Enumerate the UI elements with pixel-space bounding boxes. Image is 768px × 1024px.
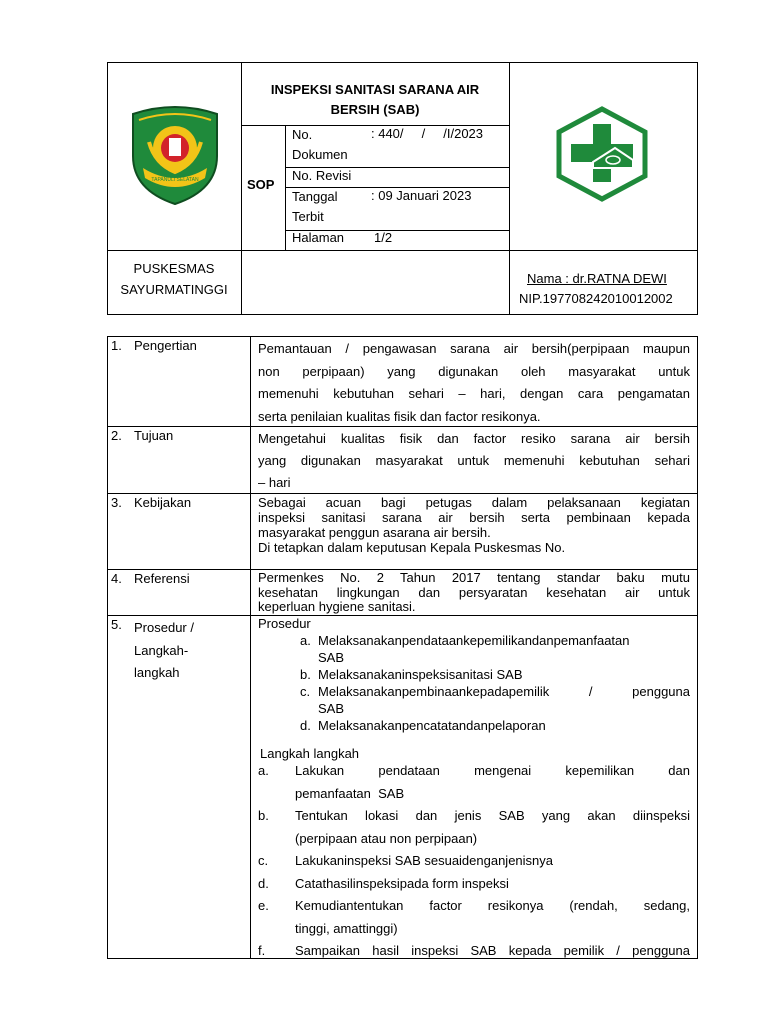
content-vline [250, 336, 251, 959]
crest-ribbon-text: TAPANULI SELATAN [151, 177, 199, 183]
tanggal-terbit-label: Tanggal Terbit [292, 189, 338, 224]
section-number: 3. [111, 495, 122, 510]
step-line: Lakukaninspeksi SAB sesuaidenganjenisnya [295, 853, 554, 868]
item-line: Melaksanakanpencatatandanpelaporan [318, 718, 546, 733]
section-title: Referensi [134, 571, 190, 586]
step-line: tinggi, amattinggi) [295, 920, 398, 936]
list-item [300, 632, 690, 666]
puskesmas-cross-icon [553, 106, 651, 202]
text-line: kesehatan lingkungan dan persyaratan kesehatan air untuk [258, 584, 690, 600]
regency-crest-logo [125, 102, 225, 206]
step-marker: a. [258, 763, 269, 778]
signer-nip: NIP.197708242010012002 [519, 291, 673, 306]
text-line: masyarakat penggun asarana air bersih. [258, 525, 491, 540]
step-line: Kemudiantentukan factor resikonya (rendah, sedang, [295, 898, 690, 913]
halaman-label: Halaman [292, 230, 345, 245]
text-line: yang digunakan masyarakat untuk memenuhi kebutuhan sehari [258, 453, 690, 468]
steps-heading: Langkah langkah [260, 746, 360, 761]
list-marker: c. [300, 684, 311, 699]
section-number: 2. [111, 428, 122, 443]
puskesmas-logo [553, 106, 651, 202]
step-item [258, 760, 690, 805]
text-line: non perpipaan) yang digunakan oleh masyarakat untuk [258, 363, 690, 379]
text-line: – hari [258, 475, 291, 490]
step-item [258, 895, 690, 940]
step-line: Tentukan lokasi dan jenis SAB yang akan diinspeksi [295, 808, 690, 823]
step-line: Lakukan pendataan mengenai kepemilikan dan [295, 763, 690, 778]
content-table [107, 336, 698, 959]
step-marker: c. [258, 853, 269, 868]
section-title [134, 617, 194, 685]
institution-name: PUSKESMAS SAYURMATINGGI [120, 261, 228, 297]
step-marker: f. [258, 943, 266, 958]
section-number: 1. [111, 338, 122, 353]
step-item [258, 805, 690, 850]
step-item [258, 850, 690, 873]
step-item [258, 873, 690, 896]
header-vline-2 [509, 62, 510, 315]
text-line: keperluan hygiene sanitasi. [258, 599, 416, 614]
step-line: Catathasilinspeksipada form inspeksi [295, 875, 509, 891]
text-line: Pemantauan / pengawasan sarana air bersih(perpipaan maupun [258, 341, 690, 356]
step-line: (perpipaan atau non perpipaan) [295, 830, 478, 846]
section-title: Kebijakan [134, 495, 192, 510]
content-hline-4 [107, 615, 698, 616]
regency-crest-icon [125, 102, 225, 206]
text-line: memenuhi kebutuhan sehari – hari, dengan cara pengamatan [258, 386, 690, 401]
list-marker: d. [300, 718, 311, 733]
section-number: 5. [111, 617, 122, 632]
item-line: SAB [318, 701, 345, 716]
step-marker: e. [258, 898, 269, 913]
item-line: Melaksanakaninspeksisanitasi SAB [318, 667, 523, 682]
list-item [300, 666, 690, 683]
row-no-dokumen-label [292, 125, 352, 165]
step-marker: b. [258, 808, 269, 823]
header-table [107, 62, 698, 315]
document-title: INSPEKSI SANITASI SARANA AIR BERSIH (SAB) [270, 82, 480, 117]
section-number: 4. [111, 571, 122, 586]
header-vline-1 [241, 62, 242, 315]
kebijakan-text [258, 495, 690, 555]
no-dokumen-value: : 440/ / /I/2023 [371, 126, 484, 141]
list-marker: a. [300, 633, 311, 648]
item-line: Melaksanakanpembinaankepadapemilik / pengguna [318, 684, 690, 699]
tujuan-text [258, 428, 690, 494]
step-marker: d. [258, 875, 269, 891]
section-title: Tujuan [134, 428, 174, 443]
sop-label: SOP [247, 177, 275, 192]
text-line: inspeksi sanitasi sarana air bersih serta pembinaan kepada [258, 510, 690, 525]
referensi-text [258, 571, 690, 615]
tanggal-terbit-value: : 09 Januari 2023 [371, 188, 472, 203]
step-line: Sampaikan hasil inspeksi SAB kepada pemilik / pengguna [295, 943, 690, 958]
item-line: SAB [318, 650, 345, 665]
list-item [300, 683, 690, 717]
section-title: Pengertian [134, 338, 197, 353]
text-line: Di tetapkan dalam keputusan Kepala Puskesmas No. [258, 540, 566, 555]
list-marker: b. [300, 667, 311, 682]
text-line: serta penilaian kualitas fisik dan factor resikonya. [258, 408, 541, 424]
title-line: langkah [134, 665, 180, 680]
header-hline-bottom [107, 250, 698, 251]
item-line: Melaksanakanpendataankepemilikandanpemanfaatan [318, 633, 630, 648]
pengertian-text [258, 338, 690, 428]
signer-name: Nama : dr.RATNA DEWI [527, 271, 667, 286]
list-item [300, 717, 690, 734]
halaman-value: 1/2 [374, 230, 393, 245]
title-line: Prosedur / [134, 620, 194, 635]
title-line: Langkah- [134, 642, 189, 658]
step-line: pemanfaatan SAB [295, 785, 405, 801]
text-line: Mengetahui kualitas fisik dan factor resiko sarana air bersih [258, 431, 690, 446]
prosedur-list [300, 632, 690, 734]
prosedur-heading: Prosedur [258, 616, 311, 631]
text-line: Permenkes No. 2 Tahun 2017 tentang standar baku mutu [258, 570, 690, 585]
no-revisi-label: No. Revisi [292, 168, 352, 183]
text-line: Sebagai acuan bagi petugas dalam pelaksanaan kegiatan [258, 495, 690, 510]
no-dokumen-label: No. Dokumen [292, 127, 348, 162]
steps-list [258, 760, 690, 963]
step-item [258, 940, 690, 963]
